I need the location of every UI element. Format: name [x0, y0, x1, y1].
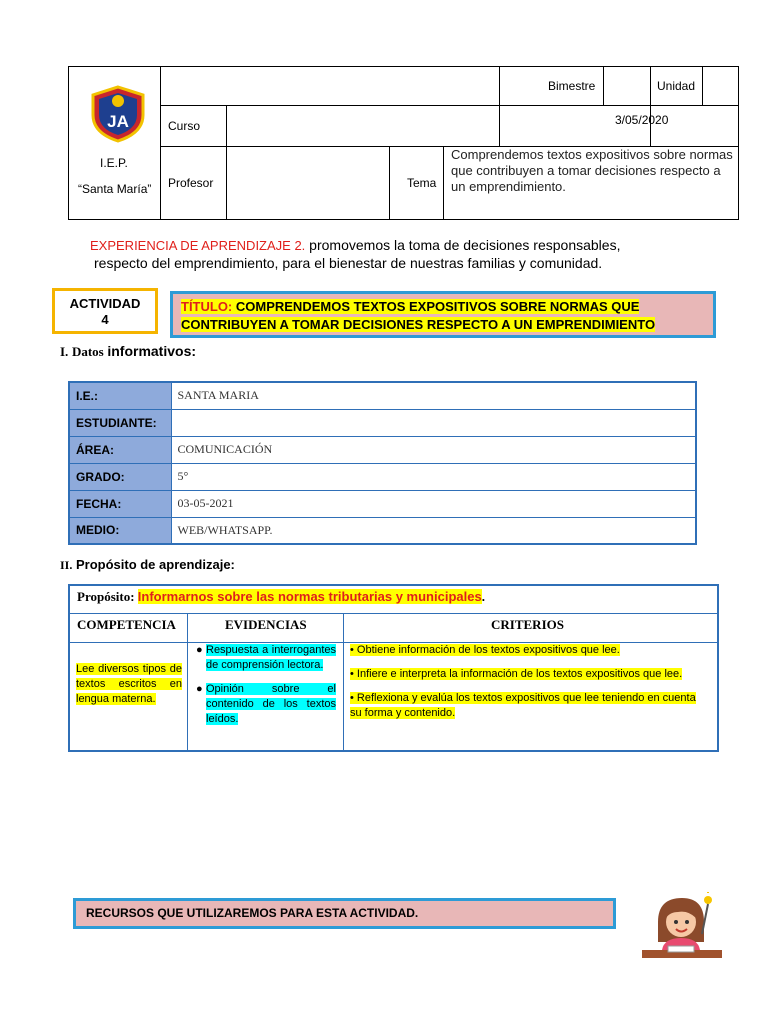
section-2-title: Propósito de aprendizaje:	[75, 557, 235, 572]
datos-key: FECHA:	[69, 490, 171, 517]
table-row	[69, 490, 696, 517]
tema-text: Comprendemos textos expositivos sobre normas que contribuyen a tomar decisiones respecto a un emprendimiento.	[451, 147, 733, 194]
section-2-heading	[60, 557, 235, 573]
competencia-cell	[76, 662, 182, 707]
section-1-numeral: I.	[60, 344, 69, 359]
evidencias-list	[196, 643, 336, 727]
actividad-label: ACTIVIDAD	[69, 296, 141, 311]
header-criterios: CRITERIOS	[491, 617, 564, 632]
criterios-list	[350, 643, 710, 721]
evidencia-text: Respuesta a interrogantes de comprensión lectora.	[206, 644, 336, 671]
competencia-text: Lee diversos tipos de textos escritos en lengua materna.	[76, 663, 182, 705]
recursos-box	[73, 898, 616, 929]
experiencia-text-2: respecto del emprendimiento, para el bienestar de nuestras familias y comunidad.	[94, 255, 603, 271]
datos-value: 5°	[171, 463, 696, 490]
experiencia-line-1	[90, 236, 710, 255]
bullet-icon: ●	[196, 683, 203, 695]
actividad-box	[52, 288, 158, 334]
header-evidencias: EVIDENCIAS	[225, 617, 307, 632]
header-table	[68, 66, 739, 220]
student-girl-illustration	[638, 892, 726, 962]
list-item	[350, 691, 710, 721]
section-2-numeral: II.	[60, 558, 73, 572]
criterio-text: • Obtiene información de los textos expositivos que lee.	[350, 644, 620, 656]
crest-letters: JA	[107, 112, 129, 131]
datos-value: 03-05-2021	[171, 490, 696, 517]
titulo-line-2: CONTRIBUYEN A TOMAR DECISIONES RESPECTO A UN EMPRENDIMIENTO	[181, 317, 656, 332]
titulo-label: TÍTULO:	[181, 299, 233, 314]
datos-value: WEB/WHATSAPP.	[171, 517, 696, 544]
datos-key: MEDIO:	[69, 517, 171, 544]
experiencia-text-1: promovemos la toma de decisiones responsables,	[305, 237, 621, 253]
proposito-row	[77, 589, 485, 605]
school-name: “Santa María”	[78, 182, 152, 196]
table-row	[69, 436, 696, 463]
datos-key: I.E.:	[69, 382, 171, 409]
header-competencia: COMPETENCIA	[77, 617, 176, 632]
actividad-number: 4	[101, 312, 109, 327]
bullet-icon: ●	[196, 644, 203, 656]
recursos-label: RECURSOS QUE UTILIZAREMOS PARA ESTA ACTIVIDAD.	[86, 906, 419, 920]
table-row	[69, 382, 696, 409]
proposito-period: .	[481, 589, 485, 604]
school-crest-logo	[89, 85, 147, 143]
datos-key: ÁREA:	[69, 436, 171, 463]
datos-value: COMUNICACIÓN	[171, 436, 696, 463]
list-item	[350, 643, 710, 658]
date-value: 3/05/2020	[615, 113, 669, 127]
list-item	[350, 667, 710, 682]
profesor-label: Profesor	[168, 176, 214, 190]
table-row	[69, 517, 696, 544]
table-row	[69, 463, 696, 490]
section-1-word-2: informativos:	[107, 343, 197, 359]
proposito-label: Propósito:	[77, 589, 135, 604]
list-item	[196, 643, 336, 673]
tema-label: Tema	[407, 176, 437, 190]
criterio-text: • Infiere e interpreta la información de los textos expositivos que lee.	[350, 668, 683, 680]
datos-table	[68, 381, 697, 545]
datos-key: GRADO:	[69, 463, 171, 490]
criterio-text: • Reflexiona y evalúa los textos expositivos que lee teniendo en cuenta su forma y contenido.	[350, 692, 696, 719]
evidencia-text: Opinión sobre el contenido de los textos leídos.	[206, 683, 336, 725]
titulo-line-1: COMPRENDEMOS TEXTOS EXPOSITIVOS SOBRE NORMAS QUE	[232, 299, 640, 314]
school-abbr: I.E.P.	[100, 156, 128, 170]
proposito-text: Informarnos sobre las normas tributarias y municipales	[137, 589, 482, 604]
titulo-box	[170, 291, 716, 338]
curso-label: Curso	[168, 119, 201, 133]
experiencia-label: EXPERIENCIA DE APRENDIZAJE 2.	[90, 238, 306, 253]
list-item	[196, 682, 336, 727]
section-1-heading	[60, 343, 196, 360]
table-row	[69, 409, 696, 436]
unidad-label: Unidad	[657, 79, 696, 93]
datos-value	[171, 409, 696, 436]
datos-value: SANTA MARIA	[171, 382, 696, 409]
section-1-word-1: Datos	[71, 344, 104, 359]
proposito-table	[68, 584, 719, 752]
bimestre-label: Bimestre	[548, 79, 596, 93]
datos-key: ESTUDIANTE:	[69, 409, 171, 436]
